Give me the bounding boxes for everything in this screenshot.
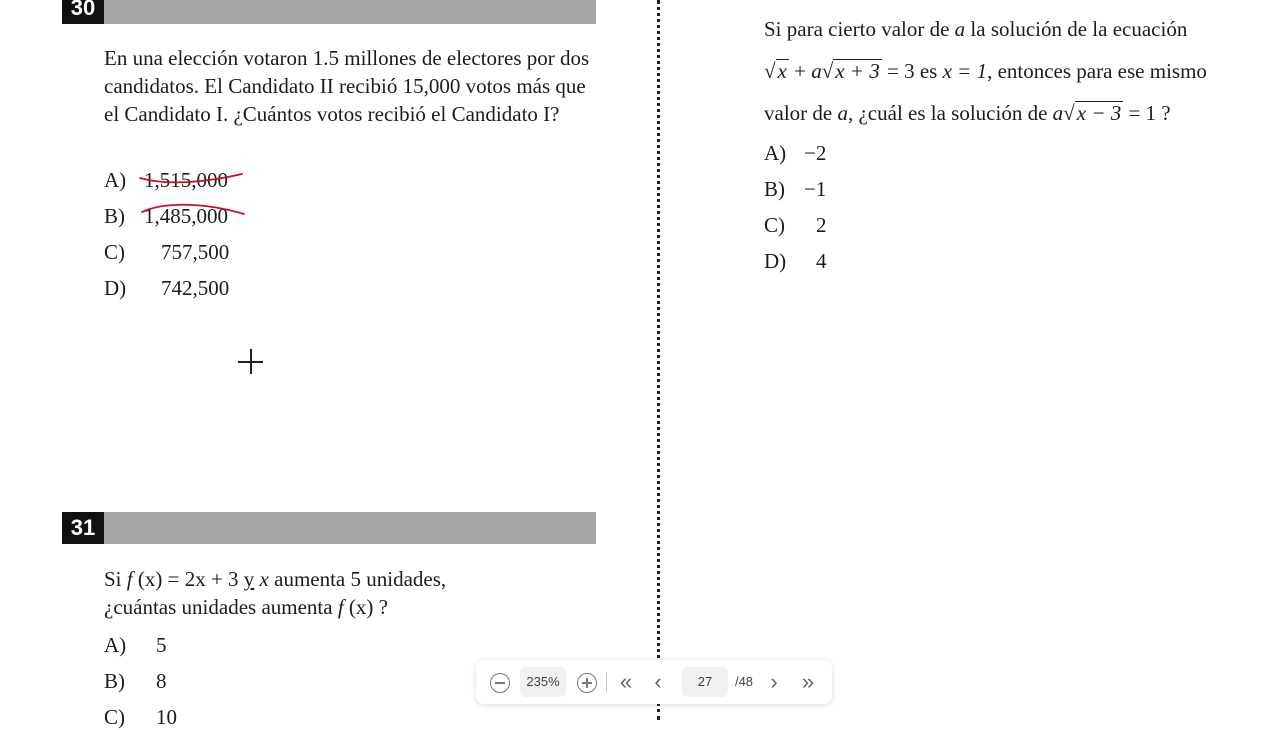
sqrt-symbol: √ — [764, 59, 776, 83]
question-31-line1 — [104, 565, 624, 593]
viewer-toolbar — [476, 660, 832, 704]
choice-letter: D) — [764, 249, 787, 273]
q31-choice-c[interactable] — [104, 704, 177, 730]
next-page-icon[interactable]: › — [770, 669, 778, 694]
q30-choice-d[interactable] — [104, 275, 229, 301]
choice-letter: B) — [764, 177, 785, 201]
math-operator: + — [788, 59, 812, 83]
choice-value: 5 — [156, 633, 167, 657]
math-radicand: x − 3 — [1076, 101, 1122, 125]
math-f: f — [126, 567, 133, 591]
text-segment: valor de — [764, 101, 838, 125]
text-segment: (x) ? — [343, 595, 388, 619]
q31-choice-a[interactable] — [104, 632, 167, 658]
q30-choice-c[interactable] — [104, 239, 229, 265]
choice-letter: A) — [104, 168, 127, 192]
text-segment: = 1 ? — [1123, 101, 1171, 125]
choice-letter: A) — [104, 633, 127, 657]
math-solution: x = 1 — [942, 59, 988, 83]
text-segment: ¿cuántas unidades aumenta — [104, 595, 338, 619]
math-x: x — [254, 567, 269, 591]
choice-value: 10 — [156, 705, 177, 729]
choice-value: 2 — [816, 213, 827, 237]
text-segment: = 3 es — [881, 59, 943, 83]
zoom-level[interactable]: 235% — [520, 667, 566, 697]
question-32-line3 — [764, 92, 1274, 134]
q32-choice-b[interactable] — [764, 176, 826, 202]
math-a: a — [837, 101, 848, 125]
question-30-header-bar — [62, 0, 596, 24]
first-page-icon[interactable]: « — [619, 669, 633, 694]
toolbar-separator — [606, 672, 607, 692]
question-32-line1 — [764, 8, 1274, 50]
zoom-in-icon[interactable] — [577, 673, 597, 693]
choice-letter: D) — [104, 276, 127, 300]
question-31-line2 — [104, 593, 624, 621]
q32-choice-a[interactable] — [764, 140, 826, 166]
text-segment: , entonces para ese mismo — [987, 59, 1207, 83]
zoom-out-icon[interactable] — [490, 673, 510, 693]
last-page-icon[interactable]: » — [801, 669, 815, 694]
text-segment: , ¿cuál es la solución de — [847, 101, 1053, 125]
pen-annotation-strikethrough — [138, 166, 248, 226]
choice-value: 8 — [156, 669, 167, 693]
choice-value: 757,500 — [161, 240, 230, 264]
question-30-text: En una elección votaron 1.5 millones de electores por dos candidatos. El Candidato II recibió 15,000 votos más que el Candidato I. ¿Cuántos votos recibió el Candidato I? — [104, 46, 590, 126]
choice-letter: C) — [104, 705, 125, 729]
page-divider — [657, 0, 660, 720]
text-segment: Si para cierto valor de — [764, 17, 955, 41]
choice-letter: A) — [764, 141, 787, 165]
question-31-number: 31 — [62, 512, 104, 544]
question-31-header-bar — [62, 512, 596, 544]
choice-value: −1 — [804, 177, 827, 201]
page-total: /48 — [734, 674, 754, 689]
question-32-line2 — [764, 50, 1274, 92]
page-number-input[interactable]: 27 — [682, 667, 728, 697]
question-31-text — [104, 565, 624, 621]
text-segment: aumenta 5 unidades, — [268, 567, 447, 591]
choice-value: 1,515,000 — [144, 168, 228, 192]
choice-letter: C) — [104, 240, 125, 264]
choice-value: 1,485,000 — [144, 204, 228, 228]
math-expression: (x) = 2x + 3 — [132, 567, 244, 591]
text-segment: Si — [104, 567, 127, 591]
choice-letter: B) — [104, 204, 125, 228]
math-radicand: x + 3 — [835, 59, 880, 83]
prev-page-icon[interactable]: ‹ — [654, 669, 662, 694]
choice-letter: C) — [764, 213, 785, 237]
question-32-text — [764, 8, 1274, 134]
q31-choice-b[interactable] — [104, 668, 167, 694]
choice-value: 4 — [816, 249, 827, 273]
crosshair-cursor-icon — [238, 349, 263, 374]
choice-value: 742,500 — [161, 276, 230, 300]
sqrt-symbol: √ — [1063, 101, 1075, 125]
math-f: f — [337, 595, 344, 619]
q32-choice-c[interactable] — [764, 212, 827, 238]
math-radicand: x — [777, 59, 787, 83]
text-y: y — [243, 567, 255, 591]
choice-value: −2 — [804, 141, 827, 165]
text-segment: la solución de la ecuación — [965, 17, 1188, 41]
q32-choice-d[interactable] — [764, 248, 827, 274]
choice-letter: B) — [104, 669, 125, 693]
math-a: a — [954, 17, 966, 41]
math-a: a — [1052, 101, 1064, 125]
sqrt-symbol: √ — [821, 59, 834, 83]
question-30-number: 30 — [62, 0, 104, 24]
math-a: a — [811, 59, 822, 83]
